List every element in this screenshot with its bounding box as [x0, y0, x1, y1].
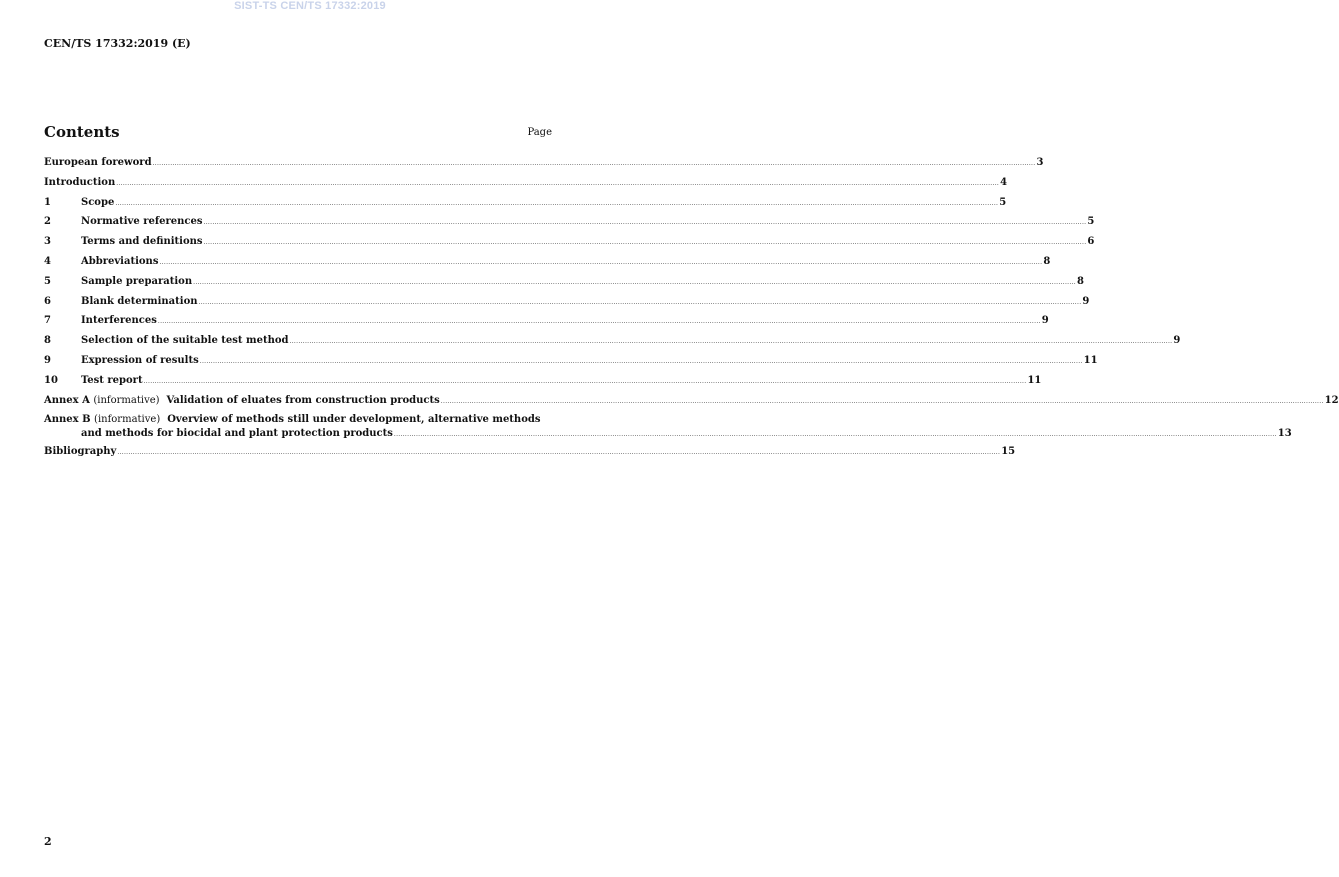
toc-entry-number: 4	[44, 255, 51, 267]
toc-entry-number: 3	[44, 236, 51, 248]
dot-leader: ................................................................................................................................................................................................................................................................................................................................................................................................................	[193, 278, 1077, 286]
toc-entry[interactable]	[44, 216, 1095, 236]
toc-entry-label: Introduction	[44, 176, 116, 188]
toc-entry[interactable]	[44, 335, 1181, 355]
toc-entry-page: 5	[1087, 216, 1095, 228]
toc-entry-annex-b[interactable]	[44, 414, 1292, 444]
toc-entry-page: 3	[1036, 157, 1044, 168]
toc-entry-label: Terms and definitions	[81, 236, 203, 248]
dot-leader: ................................................................................................................................................................................................................................................................................................................................................................................................................	[199, 357, 1083, 365]
toc-entry-label: Expression of results	[81, 354, 199, 366]
toc-entry-page: 11	[1027, 374, 1042, 386]
toc-entry[interactable]	[44, 295, 1090, 316]
toc-entry-page: 15	[1001, 446, 1016, 458]
toc-entry-number: 8	[44, 335, 51, 347]
toc-entry-number: 5	[44, 275, 51, 287]
toc-entry-annex-a[interactable]	[44, 394, 1339, 415]
toc-entry[interactable]	[44, 236, 1095, 256]
dot-leader: ................................................................................................................................................................................................................................................................................................................................................................................................................	[159, 258, 1043, 266]
dot-leader: ................................................................................................................................................................................................................................................................................................................................................................................................................	[143, 377, 1027, 385]
toc-entry-label	[44, 395, 440, 406]
dot-leader: ................................................................................................................................................................................................................................................................................................................................................................................................................	[152, 160, 1036, 167]
toc-entry[interactable]	[44, 176, 1008, 197]
dot-leader: ................................................................................................................................................................................................................................................................................................................................................................................................................	[117, 449, 1001, 457]
toc-entry-number: 6	[44, 295, 51, 307]
toc-entry-page: 6	[1087, 236, 1095, 248]
toc-entry[interactable]	[44, 374, 1042, 395]
document-id: CEN/TS 17332:2019 (E)	[44, 37, 191, 50]
toc-entry-page: 8	[1077, 275, 1084, 287]
toc-entry[interactable]	[44, 157, 1044, 177]
toc-entry-page: 9	[1082, 295, 1090, 307]
annex-informative: (informative)	[93, 394, 160, 406]
contents-title: Contents	[44, 123, 120, 141]
toc-entry[interactable]	[44, 275, 1084, 296]
toc-entry[interactable]	[44, 255, 1051, 276]
annex-informative: (informative)	[94, 414, 161, 426]
toc-entry[interactable]	[44, 196, 1007, 217]
annex-title-line1: Overview of methods still under development, alternative methods	[167, 414, 541, 426]
annex-title-line2: and methods for biocidal and plant protection products	[81, 428, 393, 440]
dot-leader: ................................................................................................................................................................................................................................................................................................................................................................................................................	[289, 338, 1173, 346]
toc-entry-number: 2	[44, 216, 51, 228]
toc-entry-label: European foreword	[44, 157, 152, 168]
dot-leader: ................................................................................................................................................................................................................................................................................................................................................................................................................	[203, 239, 1087, 247]
dot-leader: ................................................................................................................................................................................................................................................................................................................................................................................................................	[198, 298, 1082, 306]
annex-title: Validation of eluates from construction products	[166, 394, 440, 406]
toc-entry-label: Abbreviations	[81, 255, 159, 267]
toc-entry-label: Selection of the suitable test method	[81, 335, 289, 347]
table-of-contents	[44, 157, 1339, 466]
toc-entry-page: 5	[999, 196, 1007, 208]
dot-leader: ................................................................................................................................................................................................................................................................................................................................................................................................................	[440, 397, 1324, 405]
toc-entry-page: 12	[1324, 394, 1339, 406]
toc-entry-label: Blank determination	[81, 295, 198, 307]
dot-leader: ................................................................................................................................................................................................................................................................................................................................................................................................................	[115, 199, 999, 207]
annex-prefix: Annex B	[44, 414, 91, 426]
watermark: SIST-TS CEN/TS 17332:2019	[234, 0, 386, 12]
toc-entry-page: 11	[1083, 354, 1098, 366]
toc-entry[interactable]	[44, 354, 1098, 375]
toc-entry-label: Bibliography	[44, 446, 117, 458]
dot-leader: ................................................................................................................................................................................................................................................................................................................................................................................................................	[157, 318, 1041, 326]
toc-entry-label: Normative references	[81, 216, 203, 228]
annex-prefix: Annex A	[44, 394, 90, 406]
toc-entry-page: 9	[1041, 315, 1049, 327]
toc-entry-number: 7	[44, 315, 51, 327]
dot-leader: ................................................................................................................................................................................................................................................................................................................................................................................................................	[116, 179, 1000, 187]
footer-page-number: 2	[44, 835, 52, 848]
page-column-label: Page	[527, 127, 552, 138]
toc-entry-number: 10	[44, 374, 58, 386]
toc-entry-page: 8	[1043, 255, 1051, 267]
toc-entry-page: 13	[1277, 428, 1292, 440]
toc-entry-label: Sample preparation	[81, 275, 193, 287]
toc-entry-page: 9	[1173, 335, 1181, 347]
dot-leader: ................................................................................................................................................................................................................................................................................................................................................................................................................	[203, 219, 1087, 227]
toc-entry-label: Interferences	[81, 315, 157, 327]
toc-entry-number: 9	[44, 354, 51, 366]
toc-entry-label: Test report	[81, 374, 143, 386]
toc-entry[interactable]	[44, 315, 1049, 335]
toc-entry-label: Scope	[81, 196, 115, 208]
toc-entry-page: 4	[1000, 176, 1008, 188]
toc-entry-number: 1	[44, 196, 51, 208]
dot-leader: ................................................................................................................................................................................................................................................................................................................................................................................................................	[393, 431, 1277, 439]
toc-entry-bibliography[interactable]	[44, 446, 1016, 466]
